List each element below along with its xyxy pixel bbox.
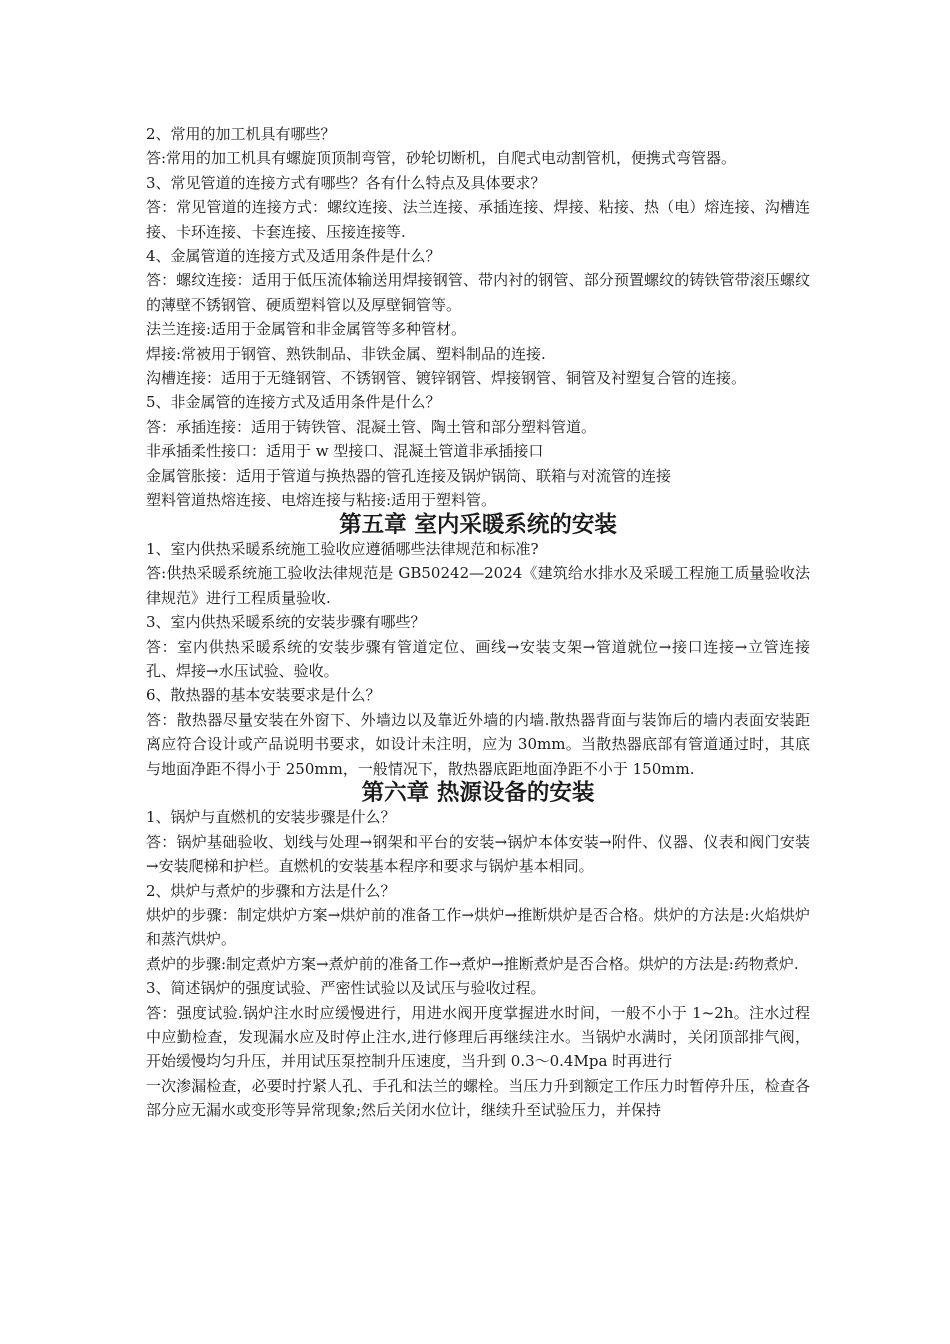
paragraph: 5、非金属管的连接方式及适用条件是什么？ (146, 393, 441, 412)
paragraph: 焊接:常被用于钢管、熟铁制品、非铁金属、塑料制品的连接. (146, 344, 546, 363)
paragraph: 答：螺纹连接：适用于低压流体输送用焊接钢管、带内衬的钢管、部分预置螺纹的铸铁管带滚压螺纹的薄壁不锈钢管、硬质塑料管以及厚壁铜管等。 (146, 271, 810, 314)
paragraph: 金属管胀接：适用于管道与换热器的管孔连接及锅炉锅筒、联箱与对流管的连接 (146, 466, 672, 485)
paragraph: 答：常见管道的连接方式：螺纹连接、法兰连接、承插连接、焊接、粘接、热（电）熔连接、沟槽连接、卡环连接、卡套连接、压接连接等. (146, 198, 810, 241)
paragraph: 答：锅炉基础验收、划线与处理→钢架和平台的安装→锅炉本体安装→附件、仪器、仪表和阀门安装→安装爬梯和护栏。直燃机的安装基本程序和要求与锅炉基本相同。 (146, 832, 810, 876)
paragraph: 答：散热器尽量安装在外窗下、外墙边以及靠近外墙的内墙.散热器背面与装饰后的墙内表面安装距离应符合设计或产品说明书要求，如设计未注明，应为 30mm。当散热器底部有管道通过时，其底与地面净距不得小于 250mm，一般情况下，散热器底距地面净距不小于 150mm. (146, 710, 810, 778)
paragraph: 烘炉的步骤：制定烘炉方案→烘炉前的准备工作→烘炉→推断烘炉是否合格。烘炉的方法是:火焰烘炉和蒸汽烘炉。 (146, 906, 810, 949)
paragraph: 4、金属管道的连接方式及适用条件是什么？ (146, 247, 441, 266)
chapter-heading: 第五章 室内采暖系统的安装 (339, 511, 617, 538)
paragraph: 6、散热器的基本安装要求是什么？ (146, 686, 381, 705)
chapter-heading: 第六章 热源设备的安装 (361, 779, 595, 806)
paragraph: 3、常见管道的连接方式有哪些？各有什么特点及具体要求？ (146, 173, 546, 192)
paragraph: 2、常用的加工机具有哪些？ (146, 125, 336, 143)
paragraph: 3、简述锅炉的强度试验、严密性试验以及试压与验收过程。 (146, 979, 546, 998)
paragraph: 沟槽连接：适用于无缝钢管、不锈钢管、镀锌钢管、焊接钢管、铜管及衬塑复合管的连接。 (146, 369, 747, 388)
paragraph: 非承插柔性接口：适用于 w 型接口、混凝土管道非承插接口 (146, 442, 544, 461)
paragraph: 2、烘炉与煮炉的步骤和方法是什么？ (146, 881, 396, 900)
paragraph: 法兰连接:适用于金属管和非金属管等多种管材。 (146, 320, 467, 339)
paragraph: 3、室内供热采暖系统的安装步骤有哪些？ (146, 613, 426, 632)
paragraph: 塑料管道热熔连接、电熔连接与粘接:适用于塑料管。 (146, 491, 497, 510)
paragraph: 答：承插连接：适用于铸铁管、混凝土管、陶土管和部分塑料管道。 (146, 417, 597, 436)
paragraph: 答:供热采暖系统施工验收法律规范是 GB50242—2024《建筑给水排水及采暖工程施工质量验收法律规范》进行工程质量验收. (146, 564, 810, 607)
paragraph: 1、锅炉与直燃机的安装步骤是什么？ (146, 808, 396, 827)
paragraph: 答：室内供热采暖系统的安装步骤有管道定位、画线→安装支架→管道就位→接口连接→立管连接孔、焊接→水压试验、验收。 (146, 637, 810, 680)
paragraph: 煮炉的步骤:制定煮炉方案→煮炉前的准备工作→煮炉→推断煮炉是否合格。烘炉的方法是:药物煮炉. (146, 954, 799, 973)
paragraph: 答：强度试验.锅炉注水时应缓慢进行，用进水阀开度掌握进水时间，一般不小于 1~2h。注水过程中应勤检查，发现漏水应及时停止注水,进行修理后再继续注水。当锅炉水满时，关闭顶部排气阀，开始缓慢均匀升压，并用试压泵控制升压速度，当升到 0.3～0.4Mpa 时再进行 (146, 1003, 810, 1071)
document-page (146, 122, 810, 1123)
paragraph: 一次渗漏检查，必要时拧紧人孔、手孔和法兰的螺栓。当压力升到额定工作压力时暂停升压，检查各部分应无漏水或变形等异常现象;然后关闭水位计，继续升至试验压力，并保持 (146, 1076, 810, 1120)
paragraph: 1、室内供热采暖系统施工验收应遵循哪些法律规范和标准? (146, 539, 539, 558)
paragraph: 答:常用的加工机具有螺旋顶顶制弯管，砂轮切断机，自爬式电动割管机，便携式弯管器。 (146, 149, 737, 168)
